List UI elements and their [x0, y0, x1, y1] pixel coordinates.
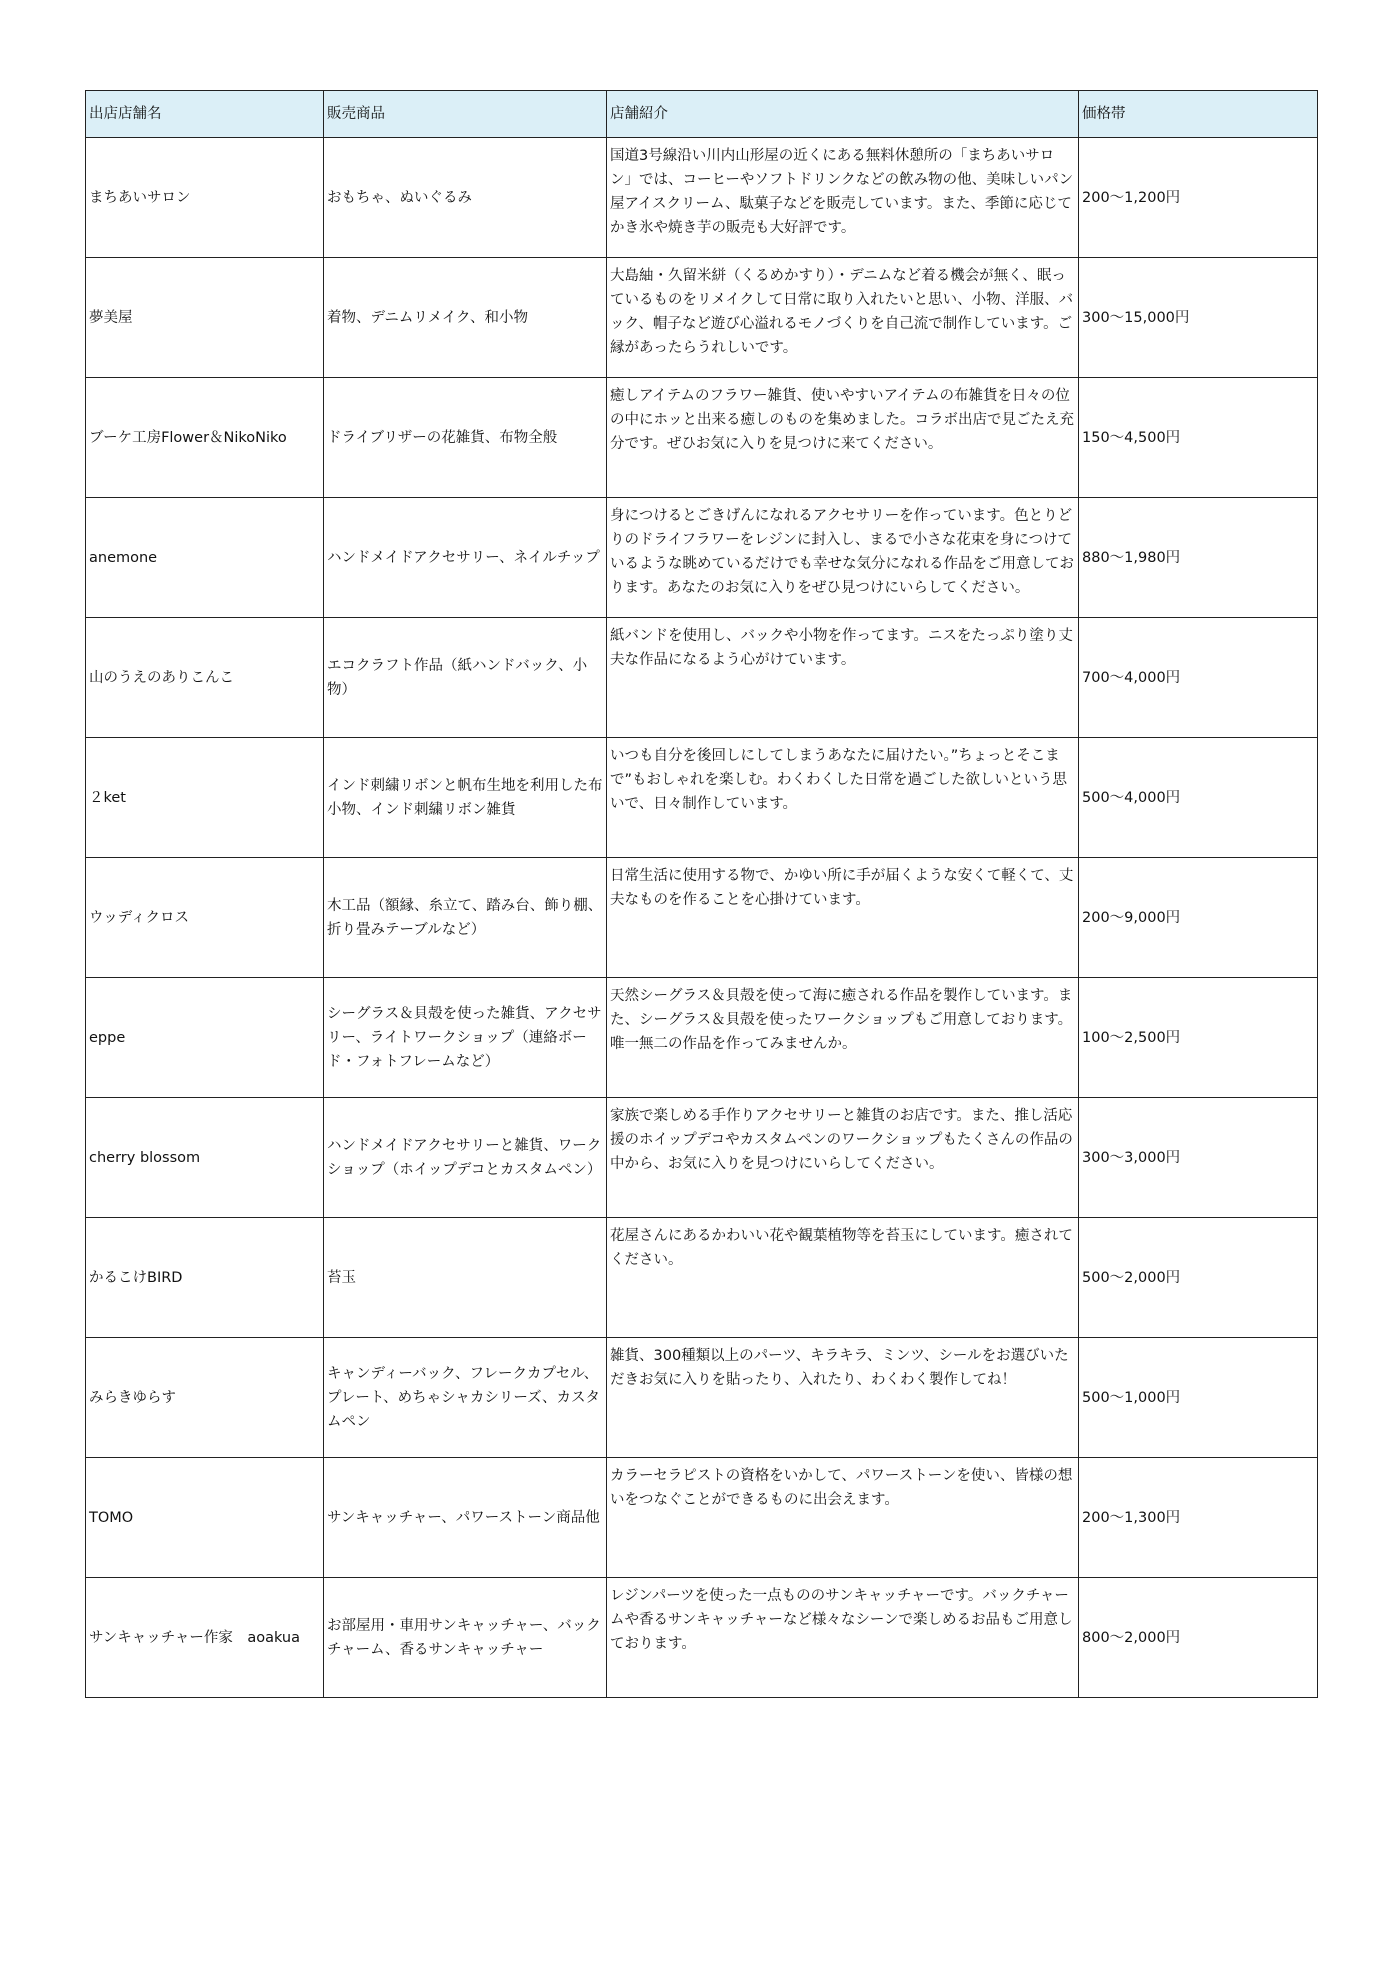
products-cell: シーグラス＆貝殻を使った雑貨、アクセサリー、ライトワークショップ（連絡ボード・フォトフレームなど）: [324, 978, 607, 1098]
price-range-cell: 200～9,000円: [1079, 858, 1318, 978]
store-name-cell: TOMO: [86, 1458, 324, 1578]
store-name-cell: 山のうえのありこんこ: [86, 618, 324, 738]
price-range-cell: 300～3,000円: [1079, 1098, 1318, 1218]
store-intro-cell: 雑貨、300種類以上のパーツ、キラキラ、ミンツ、シールをお選びいただきお気に入りを貼ったり、入れたり、わくわく製作してね！: [607, 1338, 1079, 1458]
table-row: [86, 378, 1318, 498]
store-name-cell: cherry blossom: [86, 1098, 324, 1218]
price-range-cell: 800～2,000円: [1079, 1578, 1318, 1698]
header-store-intro: 店舗紹介: [607, 91, 1079, 138]
store-name-cell: みらきゆらす: [86, 1338, 324, 1458]
table-row: [86, 978, 1318, 1098]
products-cell: サンキャッチャー、パワーストーン商品他: [324, 1458, 607, 1578]
price-range-cell: 200～1,300円: [1079, 1458, 1318, 1578]
store-intro-cell: レジンパーツを使った一点もののサンキャッチャーです。バックチャームや香るサンキャッチャーなど様々なシーンで楽しめるお品もご用意しております。: [607, 1578, 1079, 1698]
table-row: [86, 738, 1318, 858]
price-range-cell: 150～4,500円: [1079, 378, 1318, 498]
price-range-cell: 500～1,000円: [1079, 1338, 1318, 1458]
price-range-cell: 100～2,500円: [1079, 978, 1318, 1098]
table-row: [86, 138, 1318, 258]
store-name-cell: サンキャッチャー作家 aoakua: [86, 1578, 324, 1698]
products-cell: ハンドメイドアクセサリー、ネイルチップ: [324, 498, 607, 618]
table-row: [86, 1098, 1318, 1218]
price-range-cell: 300～15,000円: [1079, 258, 1318, 378]
header-price-range: 価格帯: [1079, 91, 1318, 138]
products-cell: ドライブリザーの花雑貨、布物全般: [324, 378, 607, 498]
table-row: [86, 258, 1318, 378]
store-intro-cell: 身につけるとごきげんになれるアクセサリーを作っています。色とりどりのドライフラワーをレジンに封入し、まるで小さな花束を身につけているような眺めているだけでも幸せな気分になれる作品をご用意しております。あなたのお気に入りをぜひ見つけにいらしてください。: [607, 498, 1079, 618]
store-intro-cell: 天然シーグラス＆貝殻を使って海に癒される作品を製作しています。また、シーグラス＆貝殻を使ったワークショップもご用意しております。唯一無二の作品を作ってみませんか。: [607, 978, 1079, 1098]
store-intro-cell: いつも自分を後回しにしてしまうあなたに届けたい。”ちょっとそこまで”もおしゃれを楽しむ。わくわくした日常を過ごした欲しいという思いで、日々制作しています。: [607, 738, 1079, 858]
products-cell: おもちゃ、ぬいぐるみ: [324, 138, 607, 258]
table-row: [86, 618, 1318, 738]
store-intro-cell: カラーセラピストの資格をいかして、パワーストーンを使い、皆様の想いをつなぐことができるものに出会えます。: [607, 1458, 1079, 1578]
products-cell: お部屋用・車用サンキャッチャー、バックチャーム、香るサンキャッチャー: [324, 1578, 607, 1698]
store-intro-cell: 家族で楽しめる手作りアクセサリーと雑貨のお店です。また、推し活応援のホイップデコやカスタムペンのワークショップもたくさんの作品の中から、お気に入りを見つけにいらしてください。: [607, 1098, 1079, 1218]
store-name-cell: anemone: [86, 498, 324, 618]
products-cell: 苔玉: [324, 1218, 607, 1338]
store-name-cell: ウッディクロス: [86, 858, 324, 978]
store-intro-cell: 癒しアイテムのフラワー雑貨、使いやすいアイテムの布雑貨を日々の位の中にホッと出来る癒しのものを集めました。コラボ出店で見ごたえ充分です。ぜひお気に入りを見つけに来てください。: [607, 378, 1079, 498]
header-products: 販売商品: [324, 91, 607, 138]
table-row: [86, 858, 1318, 978]
products-cell: 着物、デニムリメイク、和小物: [324, 258, 607, 378]
vendor-table: [85, 90, 1318, 1698]
store-intro-cell: 花屋さんにあるかわいい花や観葉植物等を苔玉にしています。癒されてください。: [607, 1218, 1079, 1338]
products-cell: ハンドメイドアクセサリーと雑貨、ワークショップ（ホイップデコとカスタムペン）: [324, 1098, 607, 1218]
price-range-cell: 200～1,200円: [1079, 138, 1318, 258]
store-name-cell: 夢美屋: [86, 258, 324, 378]
store-name-cell: eppe: [86, 978, 324, 1098]
table-header: [86, 91, 1318, 138]
table-body: [86, 138, 1318, 1698]
products-cell: エコクラフト作品（紙ハンドバック、小物）: [324, 618, 607, 738]
table-row: [86, 1458, 1318, 1578]
store-name-cell: ２ket: [86, 738, 324, 858]
store-intro-cell: 日常生活に使用する物で、かゆい所に手が届くような安くて軽くて、丈夫なものを作ることを心掛けています。: [607, 858, 1079, 978]
products-cell: キャンディーバック、フレークカプセル、プレート、めちゃシャカシリーズ、カスタムペン: [324, 1338, 607, 1458]
table-row: [86, 1218, 1318, 1338]
store-intro-cell: 大島紬・久留米絣（くるめかすり）・デニムなど着る機会が無く、眠っているものをリメイクして日常に取り入れたいと思い、小物、洋服、バック、帽子など遊び心溢れるモノづくりを自己流で制作しています。ご縁があったらうれしいです。: [607, 258, 1079, 378]
store-name-cell: まちあいサロン: [86, 138, 324, 258]
header-row: [86, 91, 1318, 138]
store-name-cell: ブーケ工房Flower＆NikoNiko: [86, 378, 324, 498]
store-name-cell: かるこけBIRD: [86, 1218, 324, 1338]
price-range-cell: 880～1,980円: [1079, 498, 1318, 618]
price-range-cell: 500～2,000円: [1079, 1218, 1318, 1338]
store-intro-cell: 国道3号線沿い川内山形屋の近くにある無料休憩所の「まちあいサロン」では、コーヒーやソフトドリンクなどの飲み物の他、美味しいパン屋アイスクリーム、駄菓子などを販売しています。また、季節に応じてかき氷や焼き芋の販売も大好評です。: [607, 138, 1079, 258]
price-range-cell: 700～4,000円: [1079, 618, 1318, 738]
price-range-cell: 500～4,000円: [1079, 738, 1318, 858]
store-intro-cell: 紙バンドを使用し、バックや小物を作ってます。ニスをたっぷり塗り丈夫な作品になるよう心がけています。: [607, 618, 1079, 738]
header-store-name: 出店店舗名: [86, 91, 324, 138]
table-row: [86, 1338, 1318, 1458]
table-row: [86, 1578, 1318, 1698]
products-cell: インド刺繍リボンと帆布生地を利用した布小物、インド刺繍リボン雑貨: [324, 738, 607, 858]
products-cell: 木工品（額縁、糸立て、踏み台、飾り棚、折り畳みテーブルなど）: [324, 858, 607, 978]
table-row: [86, 498, 1318, 618]
